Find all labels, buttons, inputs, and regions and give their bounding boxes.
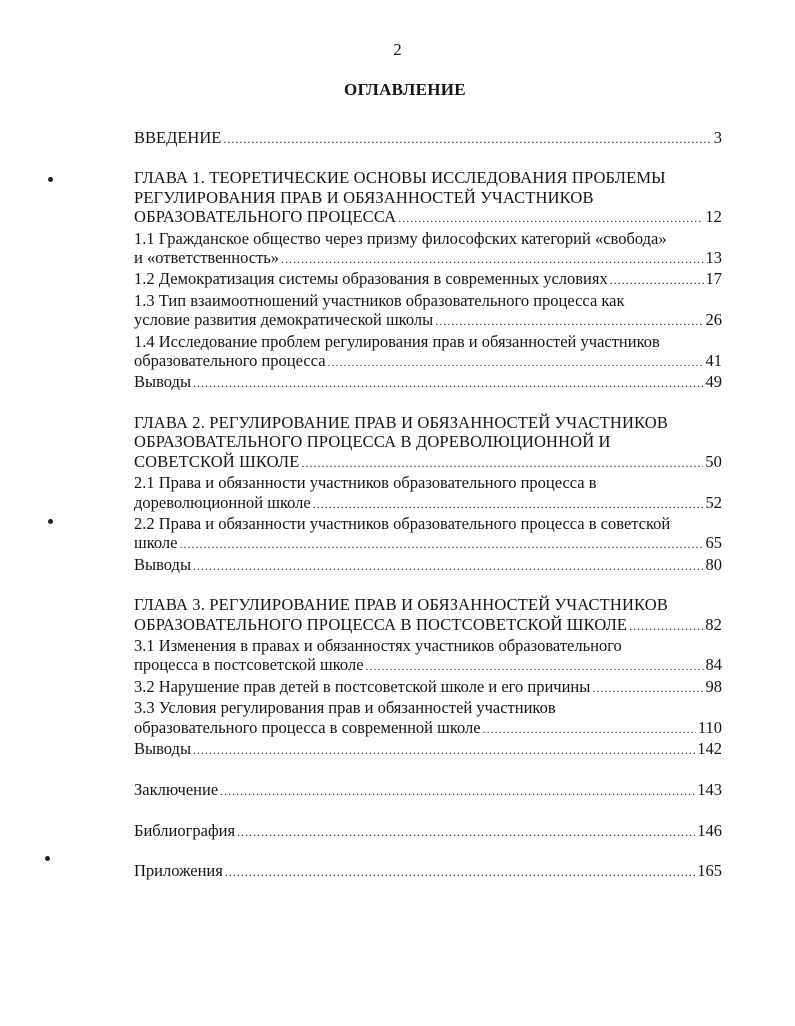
toc-entry-label: образовательного процесса в современной школе: [134, 717, 481, 737]
toc-entry-section-3-1[interactable]: [134, 655, 722, 676]
toc-entry-page: 146: [697, 820, 722, 840]
chapter-heading-line: ОБРАЗОВАТЕЛЬНОГО ПРОЦЕССА: [134, 207, 397, 227]
toc-entry-chapter-2-conclusions[interactable]: [134, 555, 722, 576]
toc-chapter-3: [134, 595, 722, 760]
dot-leader: [193, 557, 703, 576]
toc-section-1-1-line: 1.1 Гражданское общество через призму философских категорий «свобода»: [134, 228, 667, 248]
toc-section-2-2-line: 2.2 Права и обязанности участников образовательного процесса в советской: [134, 513, 671, 533]
toc-entry-bibliography[interactable]: [134, 821, 722, 842]
toc-entry-label: и «ответственность»: [134, 248, 280, 268]
toc-entry-section-3-3[interactable]: [134, 718, 722, 739]
dot-leader: [629, 617, 703, 636]
toc-entry-page: 26: [705, 310, 722, 330]
toc-entry-page: 41: [705, 351, 722, 371]
chapter-heading-line: РЕГУЛИРОВАНИЯ ПРАВ И ОБЯЗАННОСТЕЙ УЧАСТНИКОВ: [134, 187, 594, 207]
toc-entry-section-1-2[interactable]: [134, 269, 722, 290]
table-of-contents: [134, 128, 722, 883]
toc-entry-page: 82: [705, 614, 722, 634]
dot-leader: [225, 863, 695, 882]
toc-entry-page: 142: [697, 738, 722, 758]
toc-entry-introduction[interactable]: [134, 128, 722, 149]
toc-entry-chapter-2[interactable]: [134, 452, 722, 473]
toc-entry-label: 1.2 Демократизация системы образования в современных условиях: [134, 269, 608, 289]
toc-entry-page: 17: [705, 269, 722, 289]
chapter-heading-line: ОБРАЗОВАТЕЛЬНОГО ПРОЦЕССА В ДОРЕВОЛЮЦИОННОЙ И: [134, 432, 611, 452]
toc-entry-page: 12: [705, 207, 722, 227]
toc-entry-chapter-3[interactable]: [134, 615, 722, 636]
toc-section-2-1-line: 2.1 Права и обязанности участников образовательного процесса в: [134, 473, 597, 493]
scan-mark-3: [45, 856, 50, 861]
dot-leader: [313, 495, 704, 514]
dot-leader: [610, 271, 704, 290]
toc-entry-label: образовательного процесса: [134, 351, 326, 371]
toc-entry-appendices[interactable]: [134, 861, 722, 882]
toc-title: ОГЛАВЛЕНИЕ: [344, 80, 466, 99]
dot-leader: [398, 209, 703, 228]
toc-entry-page: 52: [705, 492, 722, 512]
scan-mark-1: [48, 177, 53, 182]
toc-entry-page: 80: [705, 554, 722, 574]
toc-entry-page: 13: [705, 248, 722, 268]
toc-chapter-2: [134, 413, 722, 576]
toc-entry-page: 143: [697, 780, 722, 800]
dot-leader: [435, 312, 703, 331]
dot-leader: [223, 130, 711, 149]
toc-chapter-1: [134, 168, 722, 393]
dot-leader: [179, 535, 703, 554]
toc-entry-label: Выводы: [134, 738, 192, 758]
chapter-heading-line: ГЛАВА 3. РЕГУЛИРОВАНИЕ ПРАВ И ОБЯЗАННОСТЕЙ УЧАСТНИКОВ: [134, 595, 668, 615]
toc-entry-label: Библиография: [134, 820, 236, 840]
toc-section-1-4-line: 1.4 Исследование проблем регулирования прав и обязанностей участников: [134, 331, 660, 351]
toc-entry-label: 3.2 Нарушение прав детей в постсоветской школе и его причины: [134, 676, 591, 696]
toc-entry-chapter-3-conclusions[interactable]: [134, 739, 722, 760]
toc-entry-section-2-2[interactable]: [134, 533, 722, 554]
toc-entry-page: 98: [705, 676, 722, 696]
toc-entry-label: условие развития демократической школы: [134, 310, 434, 330]
chapter-heading-line: ГЛАВА 2. РЕГУЛИРОВАНИЕ ПРАВ И ОБЯЗАННОСТЕЙ УЧАСТНИКОВ: [134, 412, 668, 432]
dot-leader: [483, 720, 696, 739]
toc-entry-conclusion[interactable]: [134, 780, 722, 801]
toc-entry-page: 84: [705, 655, 722, 675]
chapter-heading-line: ГЛАВА 1. ТЕОРЕТИЧЕСКИЕ ОСНОВЫ ИССЛЕДОВАНИЯ ПРОБЛЕМЫ: [134, 168, 666, 188]
toc-entry-section-2-1[interactable]: [134, 493, 722, 514]
chapter-heading-line: СОВЕТСКОЙ ШКОЛЕ: [134, 451, 300, 471]
toc-entry-label: школе: [134, 533, 178, 553]
dot-leader: [281, 250, 703, 269]
toc-entry-page: 110: [697, 717, 722, 737]
dot-leader: [328, 353, 704, 372]
toc-entry-page: 49: [705, 372, 722, 392]
toc-entry-label: ВВЕДЕНИЕ: [134, 128, 222, 147]
dot-leader: [366, 657, 704, 676]
dot-leader: [220, 782, 695, 801]
toc-entry-section-1-3[interactable]: [134, 310, 722, 331]
dot-leader: [193, 374, 703, 393]
dot-leader: [302, 454, 704, 473]
toc-entry-chapter-1-conclusions[interactable]: [134, 372, 722, 393]
dot-leader: [237, 823, 695, 842]
toc-entry-section-1-4[interactable]: [134, 351, 722, 372]
toc-entry-page: 3: [713, 128, 722, 147]
toc-entry-section-1-1[interactable]: [134, 248, 722, 269]
dot-leader: [592, 679, 703, 698]
toc-entry-label: Выводы: [134, 372, 192, 392]
scan-mark-2: [48, 519, 53, 524]
toc-entry-page: 65: [705, 533, 722, 553]
toc-entry-label: процесса в постсоветской школе: [134, 655, 364, 675]
toc-entry-page: 50: [705, 451, 722, 471]
toc-entry-page: 165: [697, 861, 722, 881]
chapter-heading-line: ОБРАЗОВАТЕЛЬНОГО ПРОЦЕССА В ПОСТСОВЕТСКОЙ ШКОЛЕ: [134, 614, 628, 634]
toc-entry-chapter-1[interactable]: [134, 207, 722, 228]
page-number: 2: [393, 40, 402, 59]
toc-section-3-3-line: 3.3 Условия регулирования прав и обязанностей участников: [134, 698, 556, 718]
toc-entry-label: Выводы: [134, 554, 192, 574]
toc-entry-label: дореволюционной школе: [134, 492, 311, 512]
toc-entry-label: Приложения: [134, 861, 223, 881]
dot-leader: [193, 741, 695, 760]
toc-section-1-3-line: 1.3 Тип взаимоотношений участников образовательного процесса как: [134, 290, 625, 310]
toc-entry-section-3-2[interactable]: [134, 677, 722, 698]
toc-entry-label: Заключение: [134, 780, 219, 800]
toc-section-3-1-line: 3.1 Изменения в правах и обязанностях участников образовательного: [134, 635, 622, 655]
